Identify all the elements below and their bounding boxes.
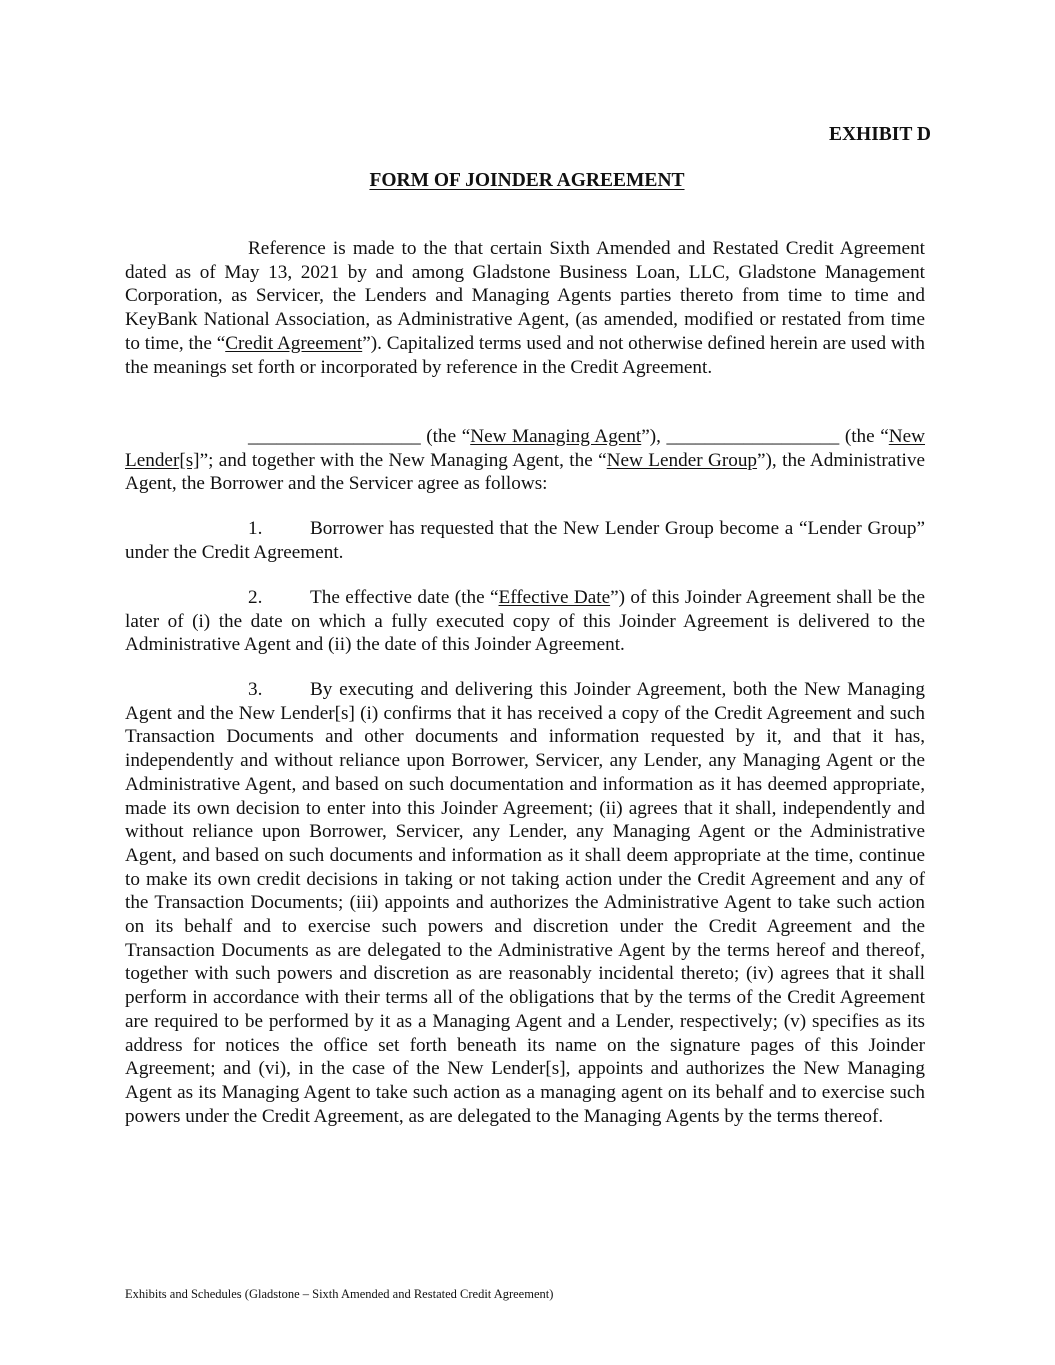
document-title: FORM OF JOINDER AGREEMENT: [369, 170, 685, 191]
parties-text-2: ”),: [641, 426, 667, 447]
section-text-1: The effective date (the “: [310, 587, 499, 608]
parties-text-4: ”; and together with the New Managing Agent, the “: [199, 449, 607, 471]
section-text: By executing and delivering this Joinder Agreement, both the New Managing Agent and the New Lender[s] (i) confirms that it has received a copy of the Credit Agreement and such Transaction Documents and other documents and information requested by it, and that it has, independently and without reliance upon Borrower, Servicer, any Lender, any Managing Agent or the Administrative Agent, and based on such documentation and information as it has deemed appropriate, made its own decision to enter into this Joinder Agreement; (ii) agrees that it shall, independently and without reliance upon Borrower, Servicer, any Lender, any Managing Agent or the Administrative Agent, and based on such documents and information as it shall deem appropriate at the time, continue to make its own credit decisions in taking or not taking action under the Credit Agreement and any of the Transaction Documents; (iii) appoints and authorizes the Administrative Agent to take such action on its behalf and to exercise such powers and discretion under the Credit Agreement and the Transaction Documents as are delegated to the Administrative Agent by the terms hereof and thereof, together with such powers and discretion as are reasonably incidental thereto; (iv) agrees that it shall perform in accordance with their terms all of the obligations that by the terms of the Credit Agreement are required to be performed by it as a Managing Agent and a Lender, respectively; (v) specifies as its address for notices the office set forth beneath its name on the signature pages of this Joinder Agreement; and (vi), in the case of the New Lender[s], appoints and authorizes the New Managing Agent as its Managing Agent to take such action as a managing agent on its behalf and to exercise such powers under the Credit Agreement, as are delegated to the Managing Agents by the terms thereof.: [125, 679, 925, 1127]
section-number: 1.: [248, 518, 263, 539]
section-number: 3.: [248, 679, 263, 700]
parties-text-3: (the “: [839, 426, 889, 447]
defined-term-new-lender-group: New Lender Group: [606, 449, 758, 471]
blank-new-managing-agent: __________________: [248, 426, 421, 447]
intro-text-1: Reference is made to the that certain Sixth Amended and Restated Credit Agreement dated as of May 13, 2021 by and among Gladstone Business Loan, LLC, Gladstone Management Corporation, as Servicer, the Lenders and Managing Agents parties thereto from time to time and KeyBank National Association, as Administrative Agent, (as amended, modified or restated from time to time, the “: [125, 238, 925, 354]
parties-text-5: ”), the Administrative Agent, the Borrower and the Servicer agree as follows:: [125, 449, 925, 495]
defined-term-new-managing-agent: New Managing Agent: [470, 426, 642, 447]
section-number: 2.: [248, 587, 263, 608]
blank-new-lender: __________________: [666, 426, 840, 447]
defined-term-new-lenders: New Lender[s]: [125, 426, 925, 471]
page-footer: Exhibits and Schedules (Gladstone – Sixth Amended and Restated Credit Agreement): [125, 1287, 554, 1301]
section-text: Borrower has requested that the New Lender Group become a “Lender Group” under the Credit Agreement.: [125, 518, 925, 563]
exhibit-label: EXHIBIT D: [828, 124, 931, 145]
parties-paragraph: [125, 425, 925, 496]
section-3: [125, 678, 925, 1128]
section-2: [125, 586, 925, 657]
defined-term-effective-date: Effective Date: [498, 587, 611, 608]
section-text-2: ”) of this Joinder Agreement shall be the later of (i) the date on which a fully executed copy of this Joinder Agreement is delivered to the Administrative Agent and (ii) the date of this Joinder Agreement.: [125, 587, 926, 656]
intro-paragraph: [125, 237, 925, 379]
intro-text-2: ”). Capitalized terms used and not otherwise defined herein are used with the meanings set forth or incorporated by reference in the Credit Agreement.: [125, 332, 925, 378]
section-1: [125, 517, 925, 564]
parties-text-1: (the “: [420, 426, 471, 447]
defined-term-credit-agreement: Credit Agreement: [225, 332, 363, 354]
